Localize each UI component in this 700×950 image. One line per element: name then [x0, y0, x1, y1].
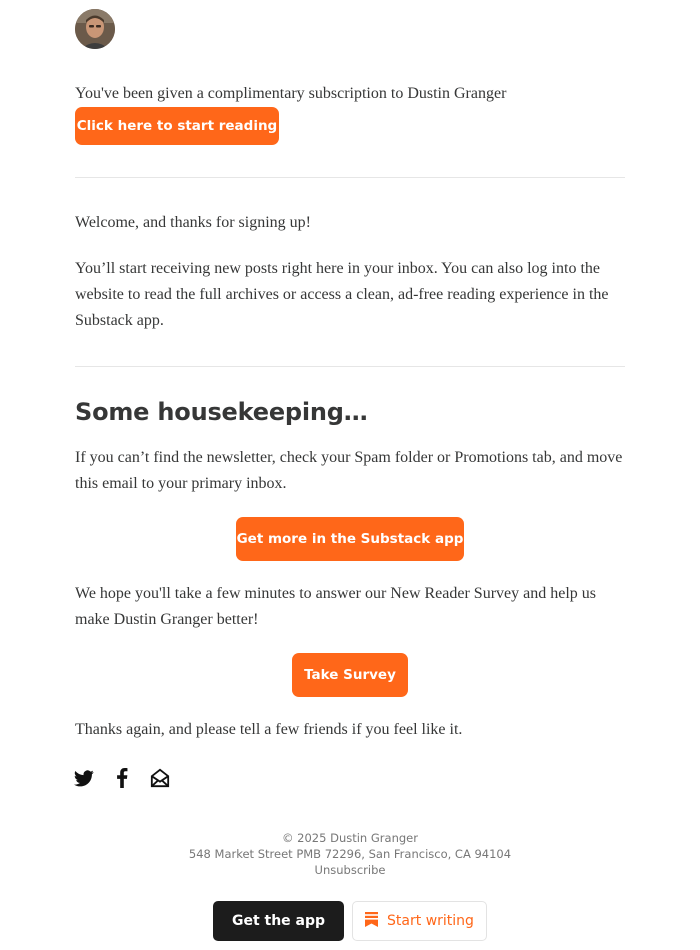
footer-copyright: © 2025 Dustin Granger: [282, 831, 418, 845]
get-the-app-button[interactable]: [213, 901, 344, 941]
survey-text: We hope you'll take a few minutes to answer our New Reader Survey and help us make Dustin Granger better!: [75, 585, 596, 628]
author-avatar[interactable]: [75, 9, 115, 49]
bookmark-icon: [365, 912, 378, 931]
avatar-image: [75, 9, 115, 49]
unsubscribe-link[interactable]: Unsubscribe: [314, 863, 386, 877]
start-reading-button[interactable]: Click here to start reading: [75, 107, 279, 145]
subscription-notice: You've been given a complimentary subscription to Dustin Granger: [75, 85, 507, 102]
footer-address: 548 Market Street PMB 72296, San Francisco, CA 94104: [188, 847, 512, 861]
email-icon[interactable]: [149, 767, 171, 789]
substack-app-button[interactable]: Get more in the Substack app: [236, 517, 464, 561]
get-the-app-label: Get the app: [231, 913, 326, 929]
welcome-body: You’ll start receiving new posts right here in your inbox. You can also log into the website to read the full archives or access a clean, ad-free reading experience in the Substack app.: [75, 260, 609, 329]
facebook-icon[interactable]: [111, 767, 133, 789]
start-writing-button[interactable]: [352, 901, 487, 941]
housekeeping-heading: Some housekeeping…: [75, 398, 368, 426]
welcome-greeting: Welcome, and thanks for signing up!: [75, 214, 311, 231]
divider: [75, 177, 625, 178]
divider: [75, 366, 625, 367]
twitter-icon[interactable]: [73, 767, 95, 789]
spam-note: If you can’t find the newsletter, check your Spam folder or Promotions tab, and move this email to your primary inbox.: [75, 449, 623, 492]
start-writing-label: Start writing: [387, 913, 474, 929]
thanks-text: Thanks again, and please tell a few friends if you feel like it.: [75, 721, 463, 738]
take-survey-button[interactable]: Take Survey: [292, 653, 408, 697]
